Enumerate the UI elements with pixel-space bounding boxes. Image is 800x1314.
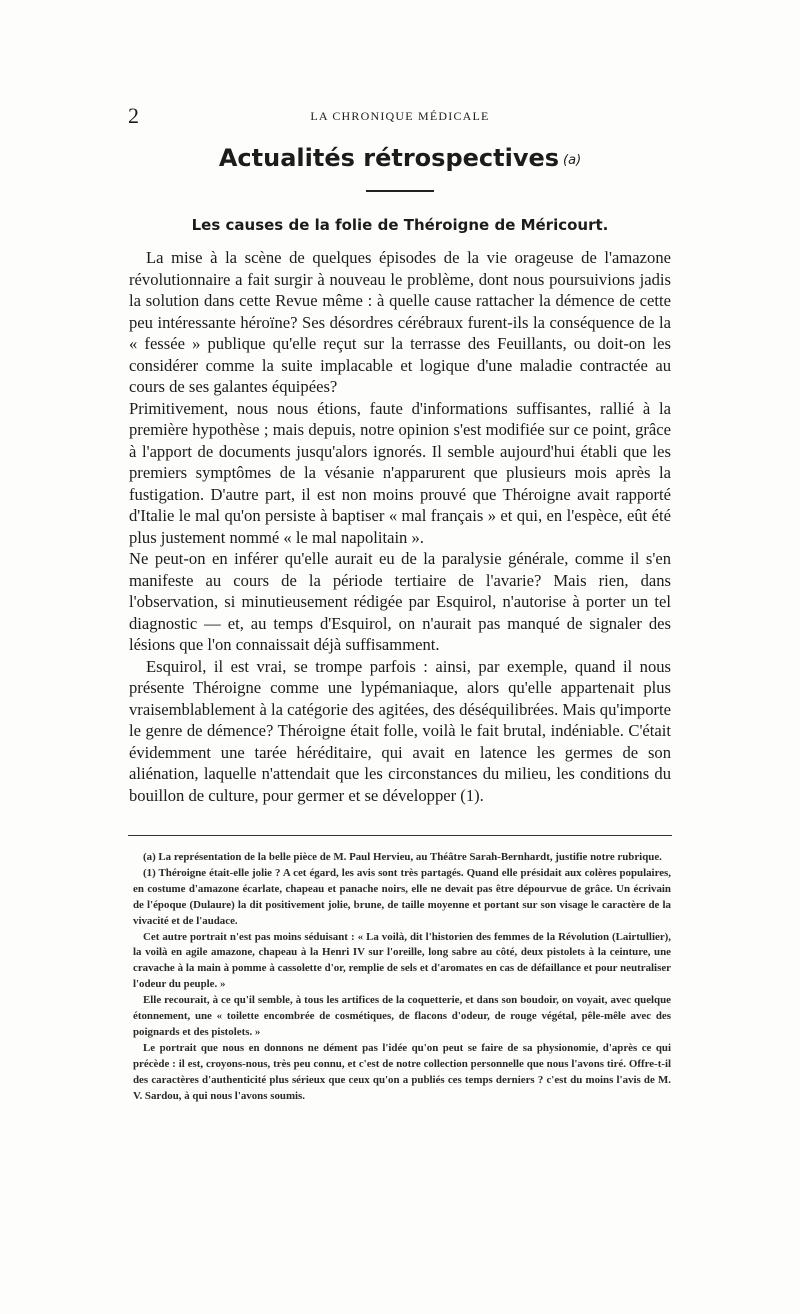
article-title (128, 142, 672, 177)
footnotes (133, 850, 671, 1105)
body-paragraph: Esquirol, il est vrai, se trompe parfois : ainsi, par exemple, quand il nous présente Théroigne comme une lypémaniaque, alors qu'elle appartenait plus vraisemblablement à la catégorie des agitées, des déséquilibrées. Mais qu'importe le genre de démence? Théroigne était folle, voilà le fait brutal, indéniable. C'était évidemment une tarée héréditaire, qui avait en latence les germes de son aliénation, laquelle n'attendait que les circonstances du milieu, les conditions du bouillon de culture, pour germer et se développer (1). (129, 656, 671, 805)
article-body (129, 247, 671, 806)
page-header (128, 104, 672, 128)
body-paragraph: Primitivement, nous nous étions, faute d'informations suffisantes, rallié à la première hypothèse ; mais depuis, notre opinion s'est modifiée sur ce point, grâce à l'apport de documents jusqu'alors ignorés. Il semble aujourd'hui établi que les premiers symptômes de la vésanie n'apparurent que plusieurs mois après la fustigation. D'autre part, il est non moins prouvé que Théroigne avait rapporté d'Italie le mal qu'on persiste à baptiser « mal français » et qui, en l'espèce, eût été plus justement nommé « le mal napolitain ». (129, 398, 671, 547)
title-note-marker: (a) (563, 153, 582, 168)
footnote: (1) Théroigne était-elle jolie ? A cet égard, les avis sont très partagés. Quand elle présidait aux colères populaires, en costume d'amazone écarlate, chapeau et panache noirs, elle ne devait pas être dépourvue de grâce. Un écrivain de l'époque (Dulaure) la dit positivement jolie, brune, de taille moyenne et portant sur son visage le caractère de la vivacité et de l'audace. (133, 866, 671, 927)
body-paragraph: Ne peut-on en inférer qu'elle aurait eu de la paralysie générale, comme il s'en manifeste au cours de la période tertiaire de l'avarie? Mais rien, dans l'observation, si minutieusement rédigée par Esquirol, n'autorise à porter un tel diagnostic — et, au temps d'Esquirol, on n'aurait pas manqué de signaler des lésions que l'on connaissait déjà suffisamment. (129, 549, 671, 654)
running-head: LA CHRONIQUE MÉDICALE (310, 109, 490, 123)
footnote: Elle recourait, à ce qu'il semble, à tous les artifices de la coquetterie, et dans son boudoir, on voyait, avec quelque étonnement, une « toilette encombrée de cosmétiques, de flacons d'odeur, de rouge végétal, pêle-mêle avec des poignards et des pistolets. » (133, 994, 671, 1038)
footnote-rule (128, 835, 672, 836)
article-title-text: Actualités rétrospectives (218, 144, 560, 172)
title-rule (366, 190, 434, 192)
page-number: 2 (128, 103, 139, 128)
footnote: (a) La représentation de la belle pièce de M. Paul Hervieu, au Théâtre Sarah-Bernhardt, justifie notre rubrique. (143, 851, 662, 863)
body-paragraph: La mise à la scène de quelques épisodes de la vie orageuse de l'amazone révolutionnaire a fait surgir à nouveau le problème, dont nous poursuivions jadis la solution dans cette Revue même : à quelle cause rattacher la démence de cette peu intéressante héroïne? Ses désordres cérébraux furent-ils la conséquence de la « fessée » publique qu'elle reçut sur la terrasse des Feuillants, ou doit-on les considérer comme la suite implacable et logique d'une maladie contractée au cours de ses galantes équipées? (129, 248, 671, 396)
footnote: Cet autre portrait n'est pas moins séduisant : « La voilà, dit l'historien des femmes de la Révolution (Lairtullier), la voilà en agile amazone, chapeau à la Henri IV sur l'oreille, long sabre au côté, deux pistolets à la ceinture, une cravache à la main à pomme à cassolette d'or, remplie de sels et d'aromates en cas de défaillance et pour neutraliser l'odeur du peuple. » (133, 930, 671, 991)
footnote: Le portrait que nous en donnons ne dément pas l'idée qu'on peut se faire de sa physionomie, d'après ce qui précède : il est, croyons-nous, très peu connu, et c'est de notre collection personnelle que nous l'avons tiré. Offre-t-il des caractères d'authenticité plus sérieux que ceux qu'on a publiés ces temps derniers ? c'est du moins l'avis de M. V. Sardou, à qui nous l'avons soumis. (133, 1041, 671, 1102)
article-subtitle: Les causes de la folie de Théroigne de Méricourt. (191, 216, 609, 234)
